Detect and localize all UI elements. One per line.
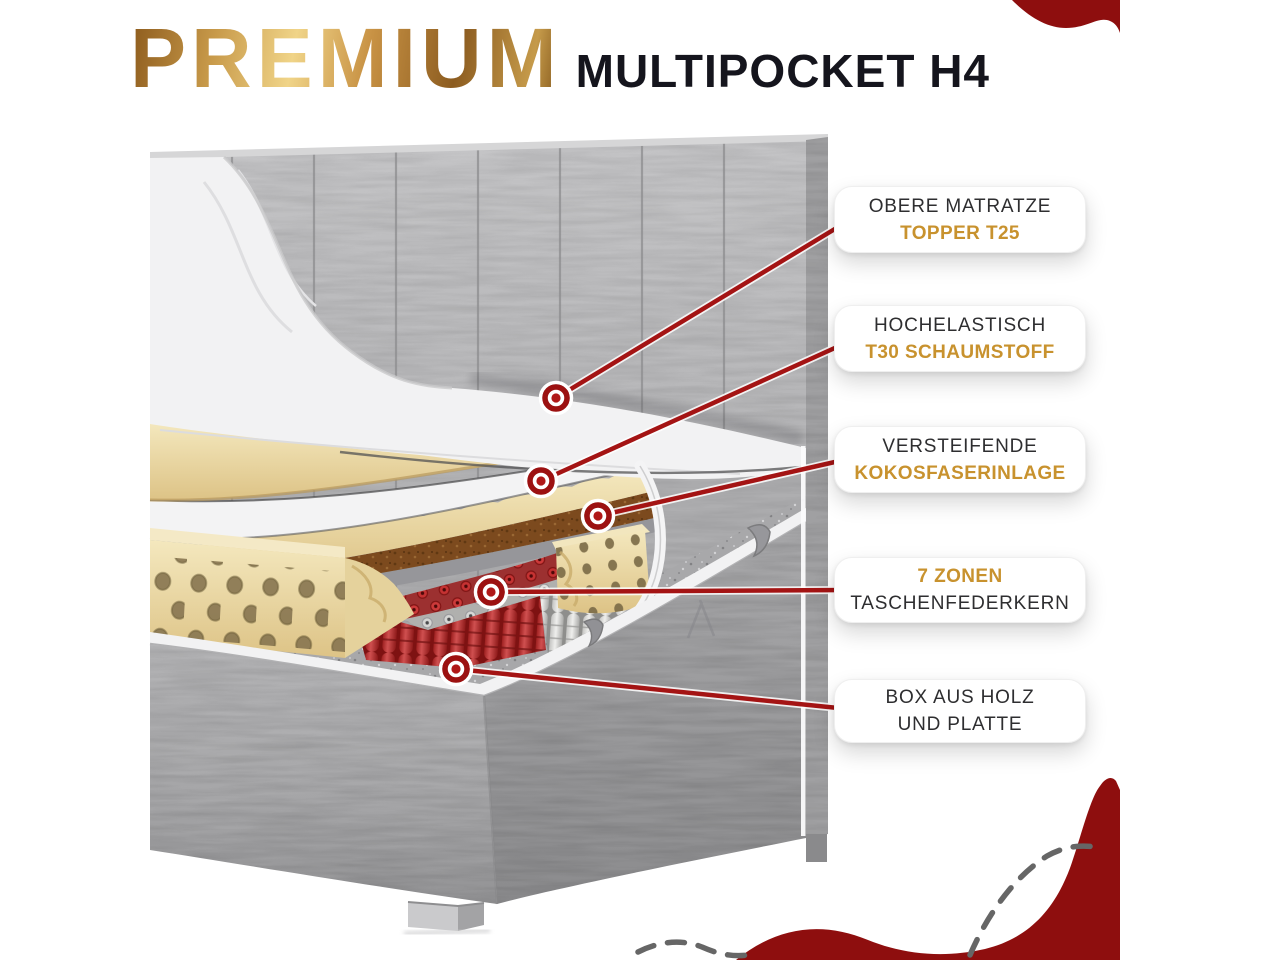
callout-line: TASCHENFEDERKERN [850, 593, 1070, 614]
callout-line-accent: 7 ZONEN [917, 566, 1003, 587]
connector-line-4 [491, 590, 848, 592]
marker-dot-1 [541, 383, 572, 414]
callout-foam [834, 305, 1086, 372]
headboard-rear-foot [806, 834, 827, 862]
marker-dot-4 [476, 577, 507, 608]
callout-line: BOX AUS HOLZ [885, 687, 1035, 708]
callout-line: OBERE MATRATZE [868, 195, 1052, 217]
callout-coconut [834, 426, 1086, 493]
headboard-gap-line [801, 446, 806, 836]
page-title [0, 11, 1120, 105]
callout-line: UND PLATTE [897, 714, 1023, 735]
marker-dot-5 [441, 654, 472, 685]
callout-topper [834, 186, 1086, 253]
marker-dot-3 [583, 501, 614, 532]
callout-line-accent: TOPPER T25 [900, 222, 1020, 244]
marker-dot-2 [526, 466, 557, 497]
callout-springs [834, 557, 1086, 623]
ground-shadow [404, 930, 490, 934]
callout-line-accent: T30 SCHAUMSTOFF [865, 341, 1055, 363]
title-model: MULTIPOCKET H4 [575, 45, 991, 97]
callout-line: VERSTEIFENDE [882, 435, 1038, 457]
callout-box [834, 679, 1086, 743]
callout-line: HOCHELASTISCH [874, 314, 1046, 336]
callout-line-accent: KOKOSFASERINLAGE [854, 462, 1066, 484]
decor-dashed-curve-small [638, 942, 748, 955]
box-foot-side [458, 903, 484, 931]
title-premium: PREMIUM [129, 11, 562, 105]
